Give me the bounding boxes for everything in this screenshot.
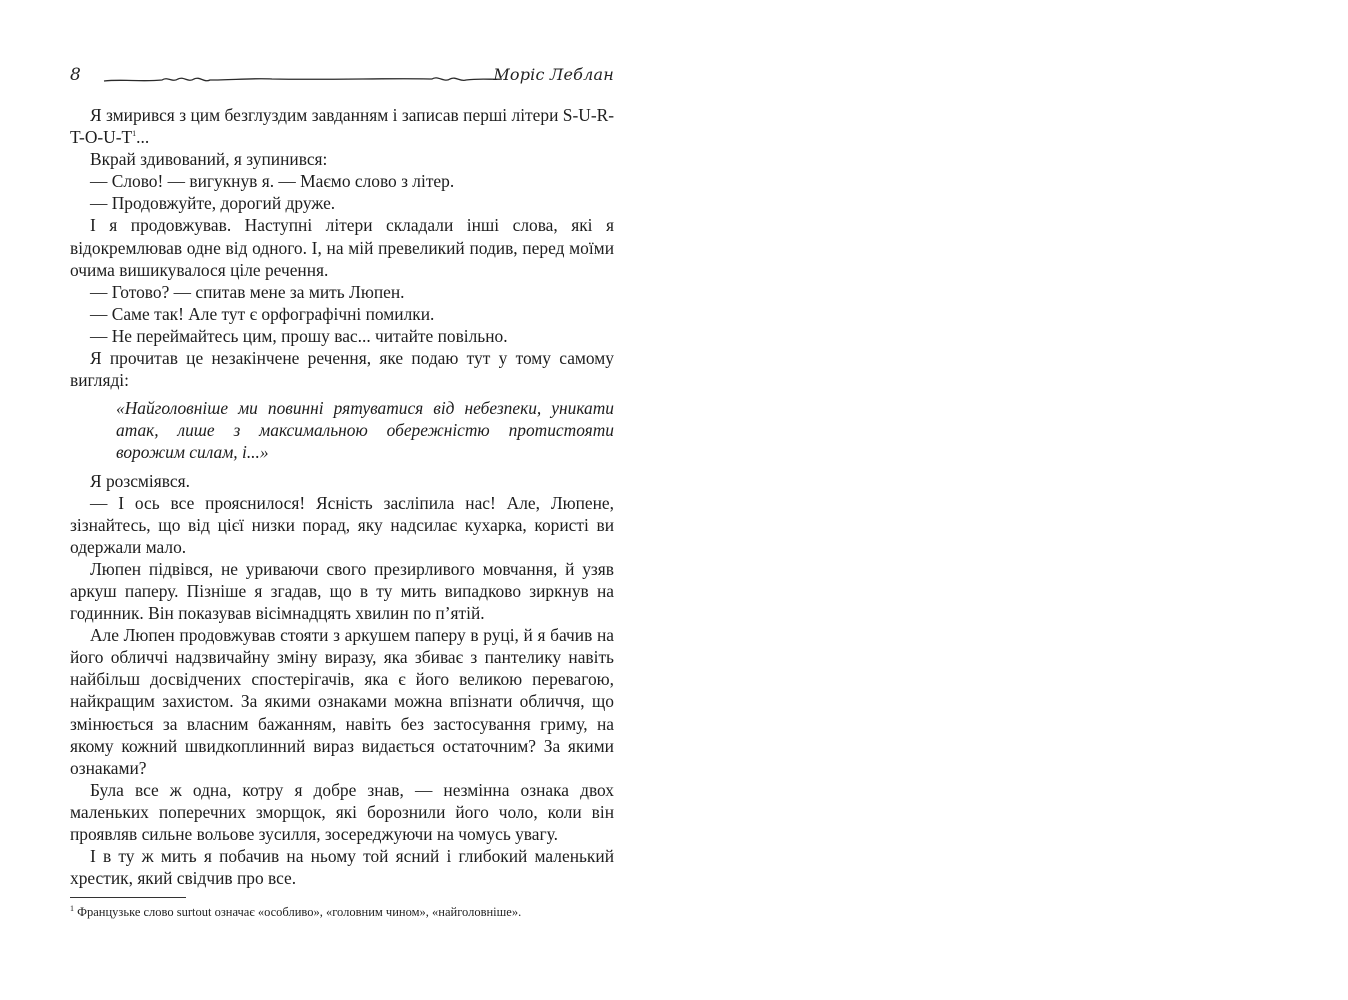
- paragraph: — І ось все прояснилося! Ясність засліпила нас! Але, Люпене, зізнайтесь, що від цієї низки порад, яку надсилає кухарка, користі ви одержали мало.: [70, 492, 614, 557]
- paragraph: [70, 104, 614, 148]
- paragraph: Вкрай здивований, я зупинився:: [90, 149, 328, 170]
- body-text: [70, 104, 614, 889]
- paragraph: — Продовжуйте, дорогий друже.: [90, 193, 336, 214]
- page-number: 8: [70, 65, 81, 85]
- paragraph: — Слово! — вигукнув я. — Маємо слово з літер.: [90, 171, 455, 192]
- paragraph: — Готово? — спитав мене за мить Люпен.: [90, 281, 405, 302]
- ornament-divider: [102, 70, 504, 86]
- paragraph: Люпен підвівся, не уриваючи свого презирливого мовчання, й узяв аркуш паперу. Пізніше я згадав, що в ту мить випадково зиркнув на годинник. Він показував вісімнадцять хвилин по п’ятій.: [70, 558, 614, 624]
- paragraph-text-tail: ...: [136, 127, 150, 148]
- paragraph: Але Люпен продовжував стояти з аркушем паперу в руці, й я бачив на його обличчі надзвичайну зміну виразу, яка збиває з пантелику навіть найбільш досвідчених спостерігачів, яка є його великою перевагою, найкращим захистом. За якими ознаками можна впізнати обличчя, що змінюється за власним бажанням, навіть без застосування гриму, на якому кожний швидкоплинний вираз видається остаточним? За якими ознаками?: [70, 625, 614, 778]
- paragraph: І я продовжував. Наступні літери складали інші слова, які я відокремлював одне від одного. І, на мій превеликий подив, перед моїми очима вишикувалося ціле речення.: [70, 215, 614, 280]
- paragraph-text: Я змирився з цим безглуздим завданням і записав перші літери S-U-R-T-O-U-T: [70, 105, 614, 148]
- footnote-ref: 1: [132, 129, 137, 139]
- footnote-divider: [70, 897, 186, 898]
- book-page: [70, 64, 614, 920]
- paragraph: Я прочитав це незакінчене речення, яке подаю тут у тому самому вигляді:: [70, 348, 614, 391]
- footnote: [70, 904, 614, 920]
- running-header: [70, 64, 614, 90]
- paragraph: І в ту ж мить я побачив на ньому той ясний і глибокий маленький хрестик, який свідчив про все.: [70, 846, 614, 889]
- author-name: Моріс Леблан: [493, 65, 614, 84]
- paragraph: Я розсміявся.: [90, 470, 190, 491]
- footnote-marker: 1: [70, 904, 74, 914]
- footnote-text: Французьке слово surtout означає «особливо», «головним чином», «найголовніше».: [77, 905, 522, 920]
- paragraph: — Саме так! Але тут є орфографічні помилки.: [90, 303, 435, 324]
- paragraph: Була все ж одна, котру я добре знав, — незмінна ознака двох маленьких поперечних зморщок, які борознили його чоло, коли він проявляв сильне вольове зусилля, зосереджуючи на чомусь увагу.: [70, 779, 614, 844]
- block-quote: «Найголовніше ми повинні рятуватися від небезпеки, уникати атак, лише з максимальною обережністю протистояти ворожим силам, і...»: [116, 398, 614, 463]
- paragraph: — Не переймайтесь цим, прошу вас... читайте повільно.: [90, 325, 508, 346]
